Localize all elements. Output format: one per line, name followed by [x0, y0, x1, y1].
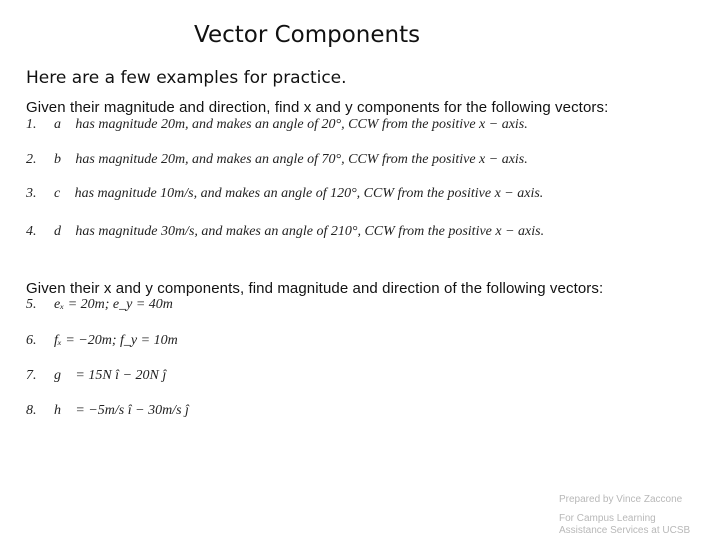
item-number: 6.: [26, 333, 37, 348]
item-text: g⃗ = 15N î − 20N ĵ: [54, 368, 167, 383]
credit-line: For Campus Learning: [559, 513, 656, 524]
page-title: Vector Components: [194, 22, 421, 48]
credit-line: Assistance Services at UCSB: [559, 525, 691, 536]
item-number: 2.: [26, 152, 37, 167]
list-item: [26, 224, 544, 240]
list-item: [26, 297, 173, 313]
item-text: c⃗ has magnitude 10m/s, and makes an angle of 120°, CCW from the positive x − axis.: [54, 186, 544, 201]
item-number: 4.: [26, 224, 37, 239]
item-number: 8.: [26, 403, 37, 418]
list-item: [26, 403, 189, 419]
item-number: 1.: [26, 117, 37, 132]
list-item: [26, 368, 166, 384]
item-text: a⃗ has magnitude 20m, and makes an angle of 20°, CCW from the positive x − axis.: [54, 117, 528, 132]
item-text: h⃗ = −5m/s î − 30m/s ĵ: [54, 403, 189, 418]
list-item: [26, 117, 528, 133]
item-text: b⃗ has magnitude 20m, and makes an angle of 70°, CCW from the positive x − axis.: [54, 152, 528, 167]
item-number: 7.: [26, 368, 37, 383]
list-item: [26, 186, 543, 202]
list-item: [26, 333, 178, 349]
intro-text: Here are a few examples for practice.: [26, 68, 347, 88]
section2-heading: Given their x and y components, find magnitude and direction of the following vectors:: [26, 280, 604, 297]
item-text: d⃗ has magnitude 30m/s, and makes an angle of 210°, CCW from the positive x − axis.: [54, 224, 545, 239]
item-number: 5.: [26, 297, 37, 312]
item-text: fₓ = −20m; f_y = 10m: [54, 333, 178, 348]
section1-heading: Given their magnitude and direction, find x and y components for the following vectors:: [26, 99, 609, 116]
credit-line: Prepared by Vince Zaccone: [559, 494, 683, 505]
item-text: eₓ = 20m; e_y = 40m: [54, 297, 173, 312]
item-number: 3.: [26, 186, 37, 201]
list-item: [26, 152, 528, 168]
